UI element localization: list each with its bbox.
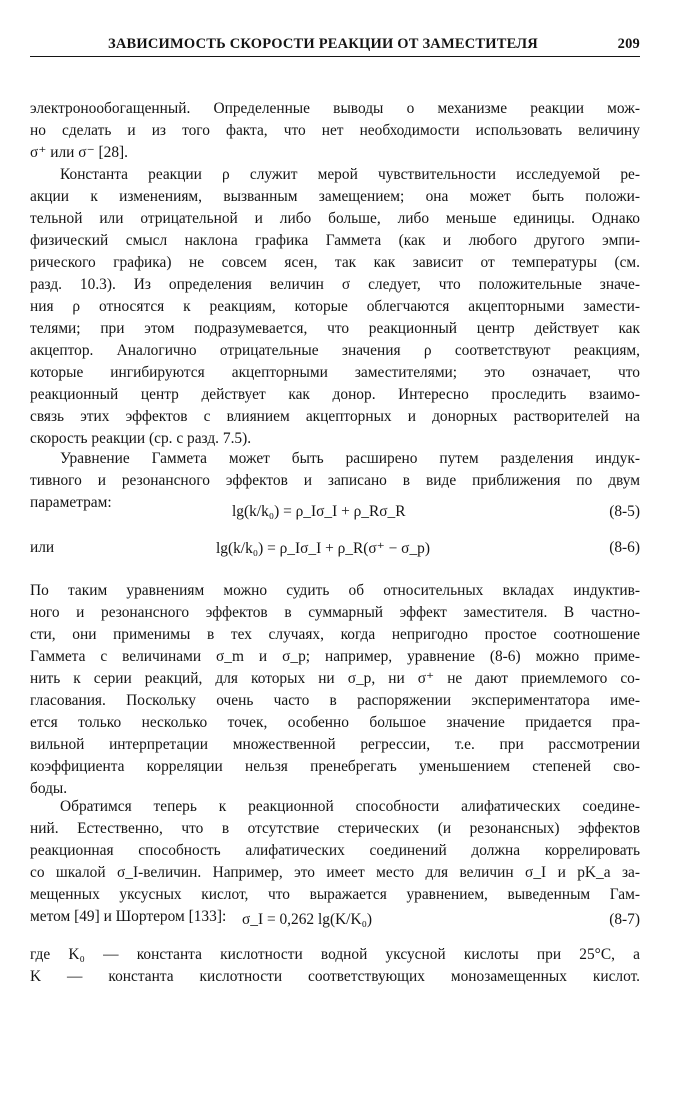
- running-header: [30, 36, 642, 58]
- equation-8-5: [30, 503, 642, 527]
- text-line: физический смысл наклона графика Гаммета (как и любого другого эмпи-: [30, 232, 640, 249]
- text-line: разд. 10.3). Из определения величин σ следует, что положительные значе-: [30, 276, 640, 293]
- text-line: связь этих эффектов с влиянием акцепторных и донорных растворителей на: [30, 408, 640, 425]
- text-line: мещенных уксусных кислот, что выражается уравнением, выведенным Гам-: [30, 886, 640, 903]
- equation-8-7: [30, 911, 642, 935]
- paragraph-2: [30, 164, 640, 450]
- equation-lead-word: или: [30, 539, 55, 556]
- running-title: ЗАВИСИМОСТЬ СКОРОСТИ РЕАКЦИИ ОТ ЗАМЕСТИТЕЛЯ: [108, 36, 538, 52]
- text-line: коэффициента корреляции нельзя пренебрегать уменьшением степеней сво-: [30, 758, 640, 775]
- text-line: боды.: [30, 780, 68, 797]
- text-line: но сделать и из того факта, что нет необходимости использовать величину: [30, 122, 640, 139]
- text-line: Уравнение Гаммета может быть расширено путем разделения индук-: [60, 450, 640, 467]
- text-line: акцептор. Аналогично отрицательные значения ρ соответствуют реакциям,: [30, 342, 640, 359]
- paragraph-5: [30, 796, 640, 928]
- text-line: которые ингибируются акцепторными заместителями; это означает, что: [30, 364, 640, 381]
- text-line: тивного и резонансного эффектов и записано в виде приближения по двум: [30, 472, 640, 489]
- text-line: По таким уравнениям можно судить об относительных вкладах индуктив-: [30, 582, 640, 599]
- text-line: Обратимся теперь к реакционной способности алифатических соедине-: [60, 798, 640, 815]
- text-line: рического графика) не совсем ясен, так как зависит от температуры (см.: [30, 254, 640, 271]
- equation-formula: σ_I = 0,262 lg(K/K₀): [242, 911, 373, 928]
- page-number: 209: [617, 36, 640, 52]
- equation-8-6: [30, 539, 642, 563]
- text-line: где K₀ — константа кислотности водной уксусной кислоты при 25°C, а: [30, 946, 640, 963]
- equation-number: (8-6): [609, 539, 640, 556]
- text-line: нить к серии реакций, для которых ни σ_p, ни σ⁺ не дают приемлемого со-: [30, 670, 640, 687]
- text-line: K — константа кислотности соответствующих монозамещенных кислот.: [30, 968, 640, 985]
- text-line: ний. Естественно, что в отсутствие стерических (и резонансных) эффектов: [30, 820, 640, 837]
- text-line: гласования. Поскольку очень часто в распоряжении экспериментатора име-: [30, 692, 640, 709]
- text-line: реакционная способность алифатических соединений должна коррелировать: [30, 842, 640, 859]
- equation-number: (8-5): [609, 503, 640, 520]
- paragraph-6: [30, 944, 640, 988]
- text-line: реакционный центр действует как донор. Интересно проследить взаимо-: [30, 386, 640, 403]
- text-line: Гаммета с величинами σ_m и σ_p; например, уравнение (8-6) можно приме-: [30, 648, 640, 665]
- text-line: электронообогащенный. Определенные выводы о механизме реакции мож-: [30, 100, 640, 117]
- text-line: скорость реакции (ср. с разд. 7.5).: [30, 430, 252, 447]
- text-line: ния ρ относятся к реакциям, которые облегчаются акцепторными замести-: [30, 298, 640, 315]
- text-line: акции к изменениям, вызванным замещением; она может быть положи-: [30, 188, 640, 205]
- equation-formula: lg(k/k₀) = ρ_Iσ_I + ρ_Rσ_R: [232, 503, 406, 520]
- text-line: со шкалой σ_I-величин. Например, это имеет место для величин σ_I и pK_a за-: [30, 864, 640, 881]
- text-line: тельной или отрицательной и либо больше, либо меньше единицы. Однако: [30, 210, 640, 227]
- text-line: Константа реакции ρ служит мерой чувствительности исследуемой ре-: [60, 166, 640, 183]
- text-line: вильной интерпретации множественной регрессии, т.е. при рассмотрении: [30, 736, 640, 753]
- text-line: сти, они применимы в тех случаях, когда непригодно простое соотношение: [30, 626, 640, 643]
- text-line: σ⁺ или σ⁻ [28].: [30, 144, 129, 161]
- text-line: метом [49] и Шортером [133]:: [30, 908, 227, 925]
- text-line: ного и резонансного эффектов в суммарный эффект заместителя. В частно-: [30, 604, 640, 621]
- paragraph-1: [30, 98, 640, 164]
- text-line: параметрам:: [30, 494, 112, 511]
- text-line: ется только несколько точек, особенно большое значение придается пра-: [30, 714, 640, 731]
- text-line: телями; при этом подразумевается, что реакционный центр действует как: [30, 320, 640, 337]
- equation-number: (8-7): [609, 911, 640, 928]
- header-rule: [30, 56, 640, 57]
- paragraph-4: [30, 580, 640, 800]
- equation-formula: lg(k/k₀) = ρ_Iσ_I + ρ_R(σ⁺ − σ_p): [216, 540, 430, 557]
